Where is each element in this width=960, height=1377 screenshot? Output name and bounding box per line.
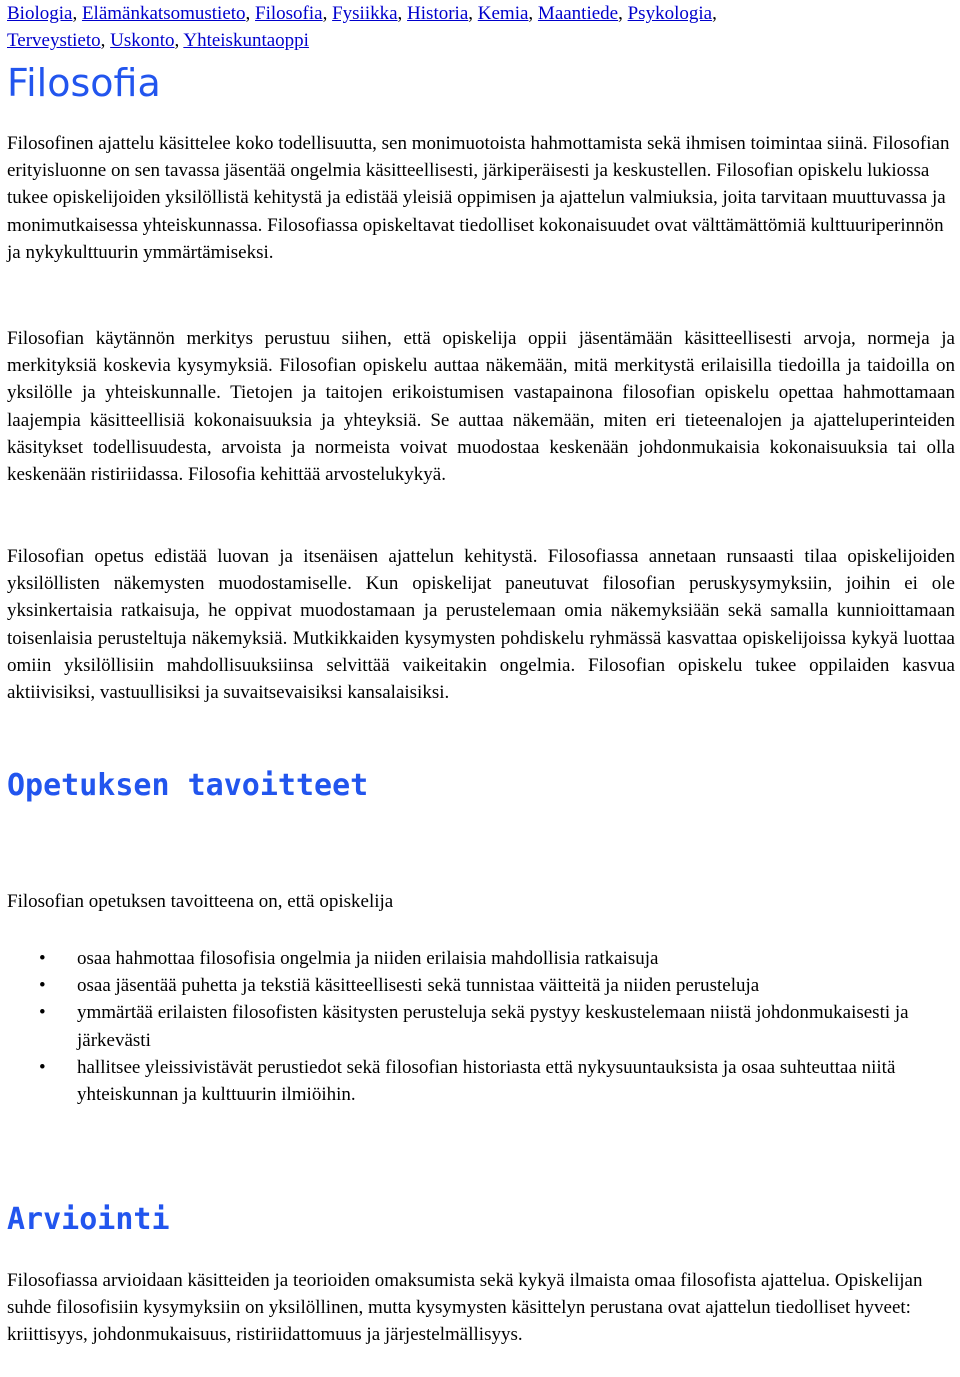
nav-separator: , xyxy=(322,3,333,24)
list-item-text: osaa hahmottaa filosofisia ongelmia ja niiden erilaisia mahdollisia ratkaisuja xyxy=(77,948,659,969)
nav-separator: , xyxy=(528,3,538,24)
goals-list xyxy=(7,945,955,1108)
list-item-text: osaa jäsentää puhetta ja tekstiä käsitteellisesti sekä tunnistaa väitteitä ja niiden perusteluja xyxy=(77,975,760,997)
nav-separator: , xyxy=(712,3,717,24)
bullet-icon: • xyxy=(39,1002,46,1024)
nav-link-historia[interactable]: Historia xyxy=(407,3,469,24)
nav-separator: , xyxy=(468,3,478,24)
practical-paragraph: Filosofian käytännön merkitys perustuu siihen, että opiskelija oppii jäsentämään käsitteellisesti arvoja, normeja ja merkityksiä koskevia kysymyksiä. Filosofian opiskelu auttaa näkemään, mitä merkitystä erilaisilla tiedoilla ja taidoilla on yksilölle ja yhteiskunnalle. Tietojen ja taitojen erikoistumisen vastapainona filosofian opiskelu opettaa hahmottamaan laajempia käsitteellisiä kokonaisuuksia ja yhteyksiä. Se auttaa näkemään, miten eri tieteenalojen ja ajatteluperinteiden käsitykset todellisuudesta, arvoista ja normeista voivat muodostaa keskenään johdonmukaisia kokonaisuuksia tai olla keskenään ristiriidassa. Filosofia kehittää arvostelukykyä. xyxy=(7,328,955,486)
list-item xyxy=(7,972,955,999)
list-item xyxy=(7,999,955,1053)
nav-separator: , xyxy=(100,30,111,52)
document-page xyxy=(7,0,955,1346)
nav-link-fysiikka[interactable]: Fysiikka xyxy=(332,3,398,24)
nav-link-filosofia[interactable]: Filosofia xyxy=(255,3,323,24)
goals-lead: Filosofian opetuksen tavoitteena on, että opiskelija xyxy=(7,891,394,912)
list-item-text: hallitsee yleissivistävät perustiedot sekä filosofian historiasta että nykysuuntauksista ja osaa suhteuttaa niitä yhteiskunnan ja kulttuurin ilmiöihin. xyxy=(77,1056,896,1106)
nav-separator: , xyxy=(245,3,256,24)
nav-link-terveystieto[interactable]: Terveystieto xyxy=(7,30,101,52)
page-title: Filosofia xyxy=(7,61,161,106)
assessment-heading: Arviointi xyxy=(7,1202,170,1237)
nav-link-elamankatsomustieto[interactable]: Elämänkatsomustieto xyxy=(81,3,246,24)
nav-separator: , xyxy=(618,3,628,24)
nav-link-uskonto[interactable]: Uskonto xyxy=(110,30,175,52)
assessment-paragraph: Filosofiassa arvioidaan käsitteiden ja teorioiden omaksumista sekä kykyä ilmaista omaa filosofista ajattelua. Opiskelijan suhde filosofisiin kysymyksiin on yksilöllinen, mutta kysymysten käsittelyn perustana ovat ajattelun tiedolliset hyveet: kriittisyys, johdonmukaisuus, ristiriidattomuus ja järjestelmällisyys. xyxy=(7,1270,923,1346)
intro-paragraph: Filosofinen ajattelu käsittelee koko todellisuutta, sen monimuotoista hahmottamista sekä ihmisen toimintaa siinä. Filosofian erityisluonne on sen tavassa jäsentää ongelmia käsitteellisesti, järkiperäisesti ja keskustellen. Filosofian opiskelu lukiossa tukee opiskelijoiden yksilöllistä kehitystä ja edistää yleisiä oppimisen ja ajattelun valmiuksia, joita tarvitaan muuttuvassa ja monimutkaisessa yhteiskunnassa. Filosofiassa opiskeltavat tiedolliset kokonaisuudet ovat välttämättömiä kulttuuriperinnön ja nykykulttuurin ymmärtämiseksi. xyxy=(7,133,950,263)
nav-link-maantiede[interactable]: Maantiede xyxy=(537,3,619,24)
goals-heading: Opetuksen tavoitteet xyxy=(7,768,369,803)
bullet-icon: • xyxy=(39,1056,46,1078)
list-item xyxy=(7,945,955,972)
nav-link-biologia[interactable]: Biologia xyxy=(7,3,73,24)
teaching-paragraph: Filosofian opetus edistää luovan ja itsenäisen ajattelun kehitystä. Filosofiassa annetaan runsaasti tilaa opiskelijoiden yksilöllisten näkemysten muodostamiselle. Kun opiskelijat paneutuvat filosofian peruskysymyksiin, joihin ei ole yksinkertaisia ratkaisuja, he oppivat muodostamaan ja perustelemaan omia näkemyksiään sekä samalla kunnioittamaan toisenlaisia perusteltuja näkemyksiä. Mutkikkaiden kysymysten pohdiskelu ryhmässä kasvattaa opiskelijoissa kykyä luottaa omiin yksilöllisiin mahdollisuuksiinsa selvittää vaikeitakin ongelmia. Filosofian opiskelu tukee oppilaiden kasvua aktiivisiksi, vastuullisiksi ja suvaitsevaisiksi kansalaisiksi. xyxy=(7,546,955,704)
list-item-text: ymmärtää erilaisten filosofisten käsitysten perusteluja sekä pystyy keskustelemaan niistä johdonmukaisesti ja järkevästi xyxy=(77,1002,909,1051)
nav-link-psykologia[interactable]: Psykologia xyxy=(627,3,713,24)
nav-link-kemia[interactable]: Kemia xyxy=(477,3,529,24)
bullet-icon: • xyxy=(39,975,46,997)
subject-nav xyxy=(7,0,955,54)
nav-separator: , xyxy=(397,3,408,24)
nav-separator: , xyxy=(72,3,82,24)
nav-separator: , xyxy=(174,30,184,52)
list-item xyxy=(7,1054,955,1108)
nav-link-yhteiskuntaoppi[interactable]: Yhteiskuntaoppi xyxy=(183,30,309,52)
bullet-icon: • xyxy=(39,948,46,969)
